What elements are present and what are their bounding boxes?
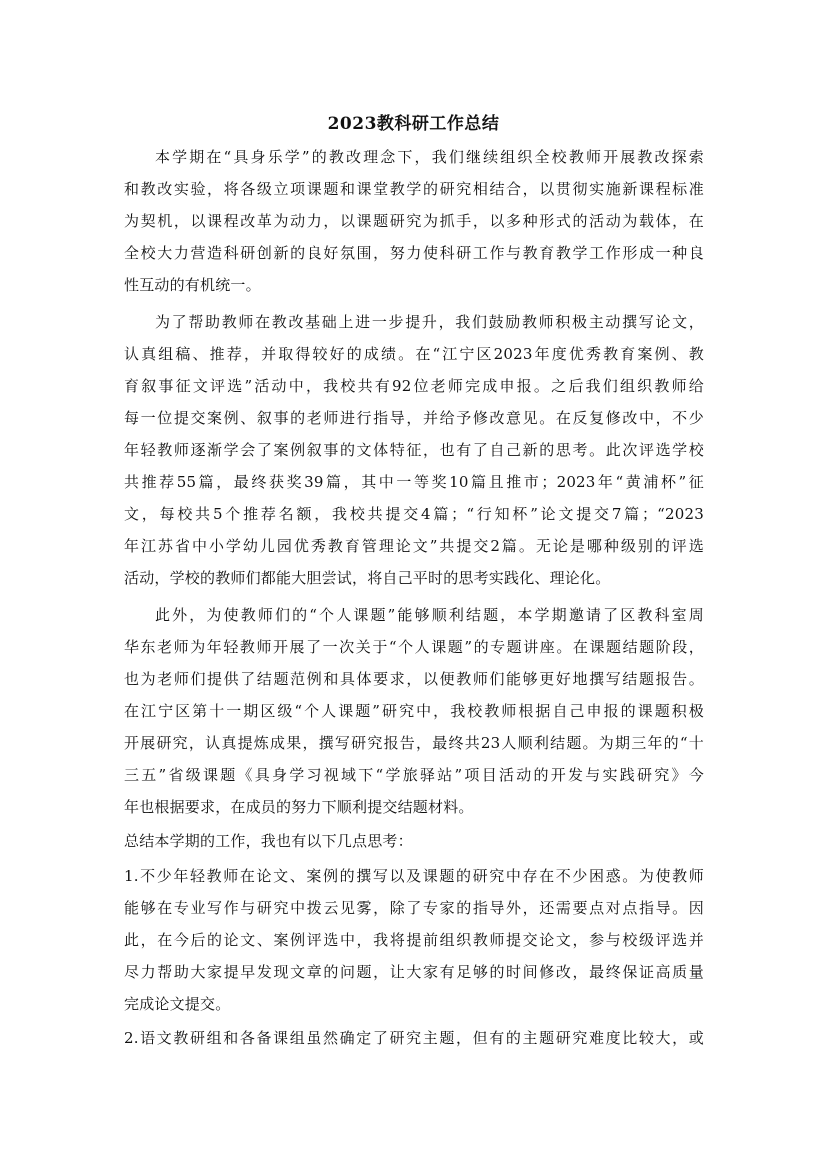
text-line: 共推荐55篇，最终获奖39篇，其中一等奖10篇且推市；2023年“黄浦杯”征 <box>124 473 704 491</box>
text-line: 年也根据要求，在成员的努力下顺利提交结题材料。 <box>124 798 474 816</box>
text-line: 在江宁区第十一期区级“个人课题”研究中，我校教师根据自己申报的课题积极 <box>124 702 704 720</box>
text-line: 每一位提交案例、叙事的老师进行指导，并给予修改意见。在反复修改中，不少 <box>124 409 704 427</box>
text-line: 尽力帮助大家提早发现文章的问题，让大家有足够的时间修改，最终保证高质量 <box>124 963 704 981</box>
text-line: 2.语文教研组和各备课组虽然确定了研究主题，但有的主题研究难度比较大，或 <box>124 1029 704 1047</box>
text-line: 文，每校共5个推荐名额，我校共提交4篇；“行知杯”论文提交7篇；“2023 <box>124 505 704 523</box>
text-line: 能够在专业写作与研究中拨云见雾，除了专家的指导外，还需要点对点指导。因 <box>124 899 704 917</box>
text-line: 此外，为使教师们的“个人课题”能够顺利结题，本学期邀请了区教科室周 <box>155 606 704 624</box>
document-title: 2023教科研工作总结 <box>327 114 500 134</box>
text-line: 华东老师为年轻教师开展了一次关于“个人课题”的专题讲座。在课题结题阶段， <box>124 638 704 656</box>
text-line: 完成论文提交。 <box>124 995 231 1013</box>
text-line: 认真组稿、推荐，并取得较好的成绩。在“江宁区2023年度优秀教育案例、教 <box>124 345 704 363</box>
text-line: 育叙事征文评选”活动中，我校共有92位老师完成申报。之后我们组织教师给 <box>124 377 704 395</box>
text-line: 年轻教师逐渐学会了案例叙事的文体特征，也有了自己新的思考。此次评选学校 <box>124 441 704 459</box>
text-line: 活动，学校的教师们都能大胆尝试，将自己平时的思考实践化、理论化。 <box>124 569 611 587</box>
text-line: 年江苏省中小学幼儿园优秀教育管理论文”共提交2篇。无论是哪种级别的评选 <box>124 537 704 555</box>
text-line: 也为老师们提供了结题范例和具体要求，以便教师们能够更好地撰写结题报告。 <box>124 670 704 688</box>
text-line: 为了帮助教师在教改基础上进一步提升，我们鼓励教师积极主动撰写论文， <box>155 313 704 331</box>
text-line: 性互动的有机统一。 <box>124 276 261 294</box>
text-line: 全校大力营造科研创新的良好氛围，努力使科研工作与教育教学工作形成一种良 <box>124 244 704 262</box>
text-line: 1.不少年轻教师在论文、案例的撰写以及课题的研究中存在不少困惑。为使教师 <box>124 867 704 885</box>
text-line: 和教改实验，将各级立项课题和课堂教学的研究相结合，以贯彻实施新课程标准 <box>124 180 704 198</box>
text-line: 本学期在“具身乐学”的教改理念下，我们继续组织全校教师开展教改探索 <box>155 148 704 166</box>
text-line: 三五”省级课题《具身学习视域下“学旅驿站”项目活动的开发与实践研究》今 <box>124 766 704 784</box>
text-line: 开展研究，认真提炼成果，撰写研究报告，最终共23人顺利结题。为期三年的“十 <box>124 734 704 752</box>
text-line: 为契机，以课程改革为动力，以课题研究为抓手，以多种形式的活动为载体，在 <box>124 212 704 230</box>
text-line: 此，在今后的论文、案例评选中，我将提前组织教师提交论文，参与校级评选并 <box>124 931 704 949</box>
text-line: 总结本学期的工作，我也有以下几点思考： <box>124 832 413 850</box>
